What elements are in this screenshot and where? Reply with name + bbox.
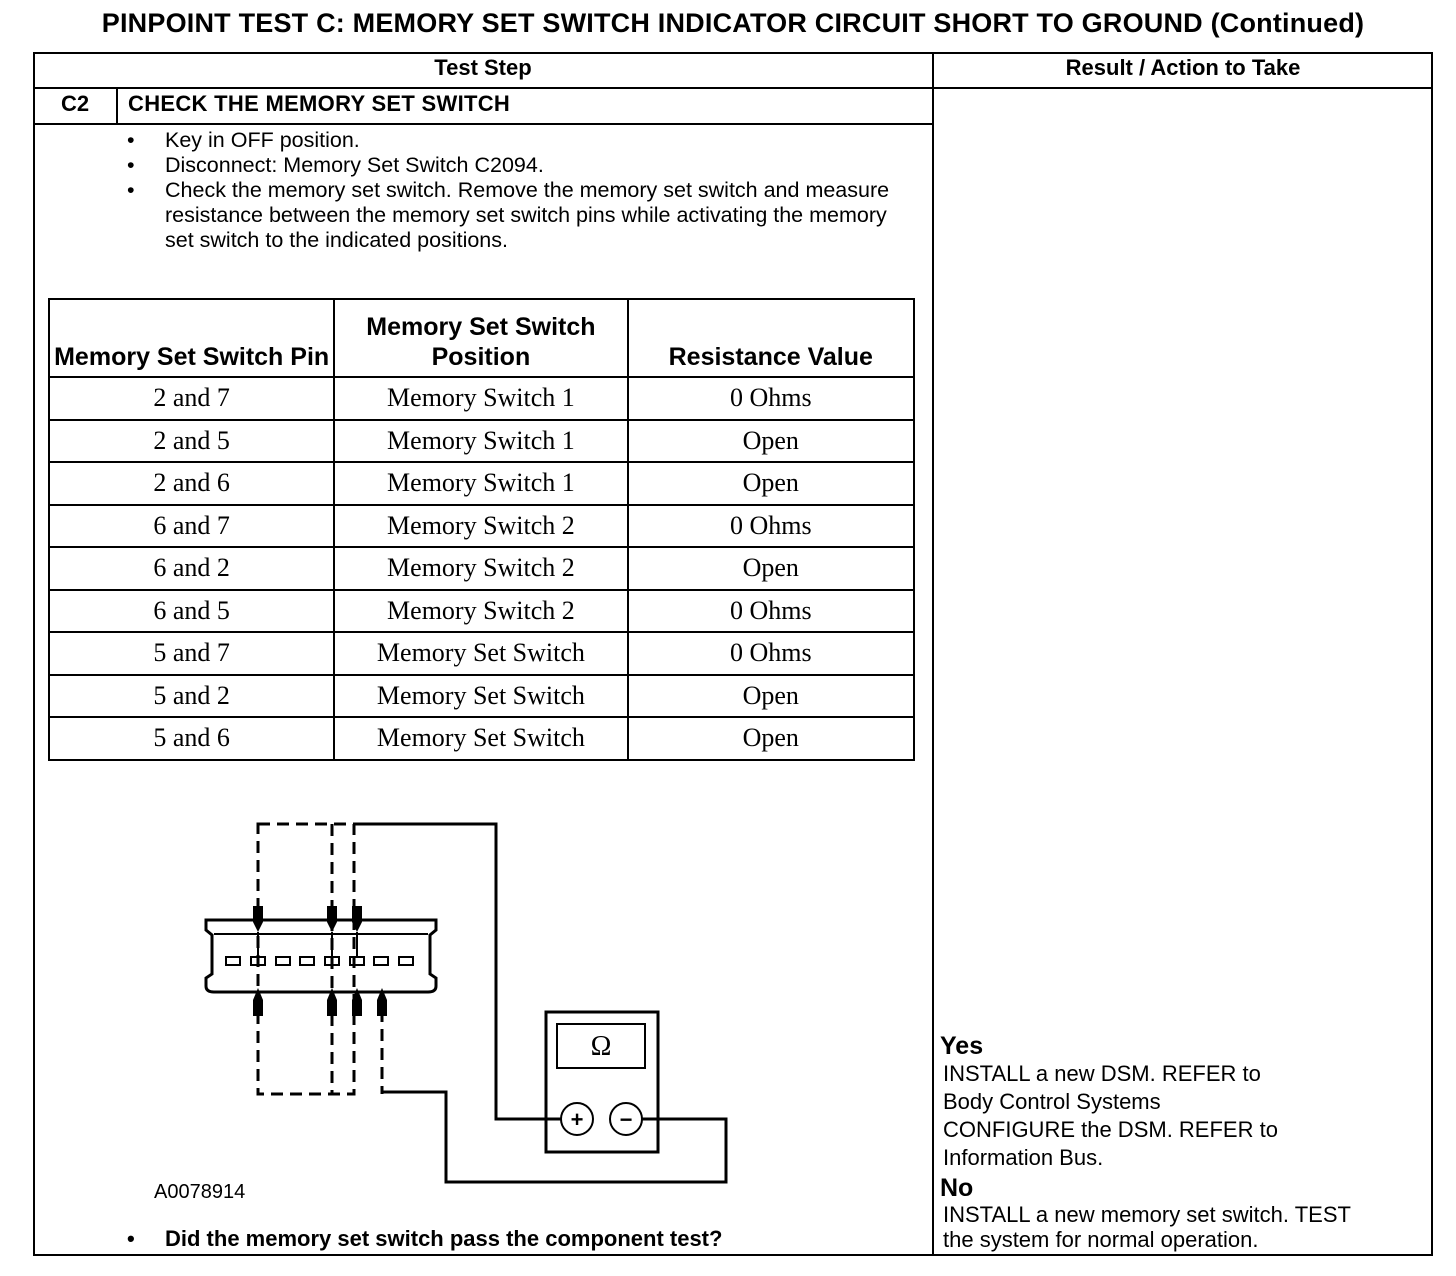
ohmmeter-connector-diagram-icon (190, 810, 750, 1190)
header-result-action: Result / Action to Take (1065, 55, 1301, 80)
question-text: Did the memory set switch pass the component test? (165, 1226, 723, 1251)
resistance-cell: 0 Ohms (628, 590, 914, 633)
table-row (49, 462, 914, 505)
figure-id: A0078914 (154, 1181, 246, 1203)
yes-line: INSTALL a new DSM. REFER to (943, 1061, 1261, 1086)
bullet-icon: • (127, 178, 135, 202)
position-cell: Memory Set Switch (334, 632, 627, 675)
table-row (49, 590, 914, 633)
position-cell: Memory Switch 2 (334, 547, 627, 590)
pin-cell: 2 and 5 (49, 420, 334, 463)
ohm-symbol: Ω (590, 1031, 612, 1062)
resistance-cell: 0 Ohms (628, 377, 914, 420)
yes-label: Yes (940, 1032, 984, 1060)
pin-cell: 5 and 7 (49, 632, 334, 675)
position-cell: Memory Switch 1 (334, 377, 627, 420)
yes-line: Body Control Systems (943, 1089, 1161, 1114)
table-row (49, 505, 914, 548)
result-action (940, 1032, 1430, 1252)
resistance-cell: 0 Ohms (628, 505, 914, 548)
bullet-icon: • (127, 128, 135, 152)
resistance-cell: Open (628, 547, 914, 590)
instruction-item (127, 178, 917, 253)
step-instructions (127, 128, 917, 253)
resistance-cell: Open (628, 675, 914, 718)
pin-cell: 2 and 7 (49, 377, 334, 420)
meter-leads (354, 824, 726, 1182)
step-title: CHECK THE MEMORY SET SWITCH (128, 91, 511, 116)
plus-terminal-symbol: + (570, 1107, 584, 1132)
step-row-divider (33, 123, 933, 125)
step-id-divider (116, 88, 118, 124)
header-test-step: Test Step (434, 55, 532, 80)
table-row (49, 717, 914, 760)
column-divider (932, 52, 934, 1256)
pin-cell: 6 and 5 (49, 590, 334, 633)
test-question (127, 1226, 722, 1252)
no-line: the system for normal operation. (943, 1227, 1259, 1252)
position-cell: Memory Switch 1 (334, 462, 627, 505)
column-header-position: Memory Set Switch Position (334, 299, 627, 377)
no-label: No (940, 1174, 974, 1202)
resistance-cell: Open (628, 717, 914, 760)
pin-cell: 5 and 6 (49, 717, 334, 760)
position-cell: Memory Set Switch (334, 717, 627, 760)
table-header-row (49, 299, 914, 377)
no-line: INSTALL a new memory set switch. TEST (943, 1202, 1351, 1227)
column-header-resistance: Resistance Value (628, 299, 914, 377)
step-id: C2 (60, 91, 90, 116)
table-row (49, 420, 914, 463)
connector-icon (206, 920, 436, 992)
instruction-text: Key in OFF position. (165, 128, 360, 152)
pin-cell: 5 and 2 (49, 675, 334, 718)
resistance-cell: Open (628, 462, 914, 505)
resistance-cell: Open (628, 420, 914, 463)
table-row (49, 547, 914, 590)
table-row (49, 675, 914, 718)
position-cell: Memory Switch 2 (334, 590, 627, 633)
position-cell: Memory Switch 2 (334, 505, 627, 548)
yes-line: Information Bus. (943, 1145, 1104, 1170)
instruction-text: Check the memory set switch. Remove the memory set switch and measure resistance between the memory set switch pins while activating the memory set switch to the indicated positions. (165, 178, 890, 252)
resistance-cell: 0 Ohms (628, 632, 914, 675)
pin-cell: 6 and 7 (49, 505, 334, 548)
pin-cell: 2 and 6 (49, 462, 334, 505)
position-cell: Memory Switch 1 (334, 420, 627, 463)
header-divider (33, 87, 1433, 89)
instruction-text: Disconnect: Memory Set Switch C2094. (165, 153, 544, 177)
bullet-icon: • (127, 153, 135, 177)
table-row (49, 632, 914, 675)
pin-cell: 6 and 2 (49, 547, 334, 590)
column-header-pin: Memory Set Switch Pin (49, 299, 334, 377)
instruction-item (127, 153, 917, 178)
position-cell: Memory Set Switch (334, 675, 627, 718)
table-row (49, 377, 914, 420)
resistance-table (48, 298, 915, 761)
bullet-icon: • (127, 1226, 135, 1251)
page-title: PINPOINT TEST C: MEMORY SET SWITCH INDICATOR CIRCUIT SHORT TO GROUND (Continued) (101, 8, 1365, 38)
instruction-item (127, 128, 917, 153)
minus-terminal-symbol: − (619, 1107, 633, 1132)
yes-line: CONFIGURE the DSM. REFER to (943, 1117, 1278, 1142)
